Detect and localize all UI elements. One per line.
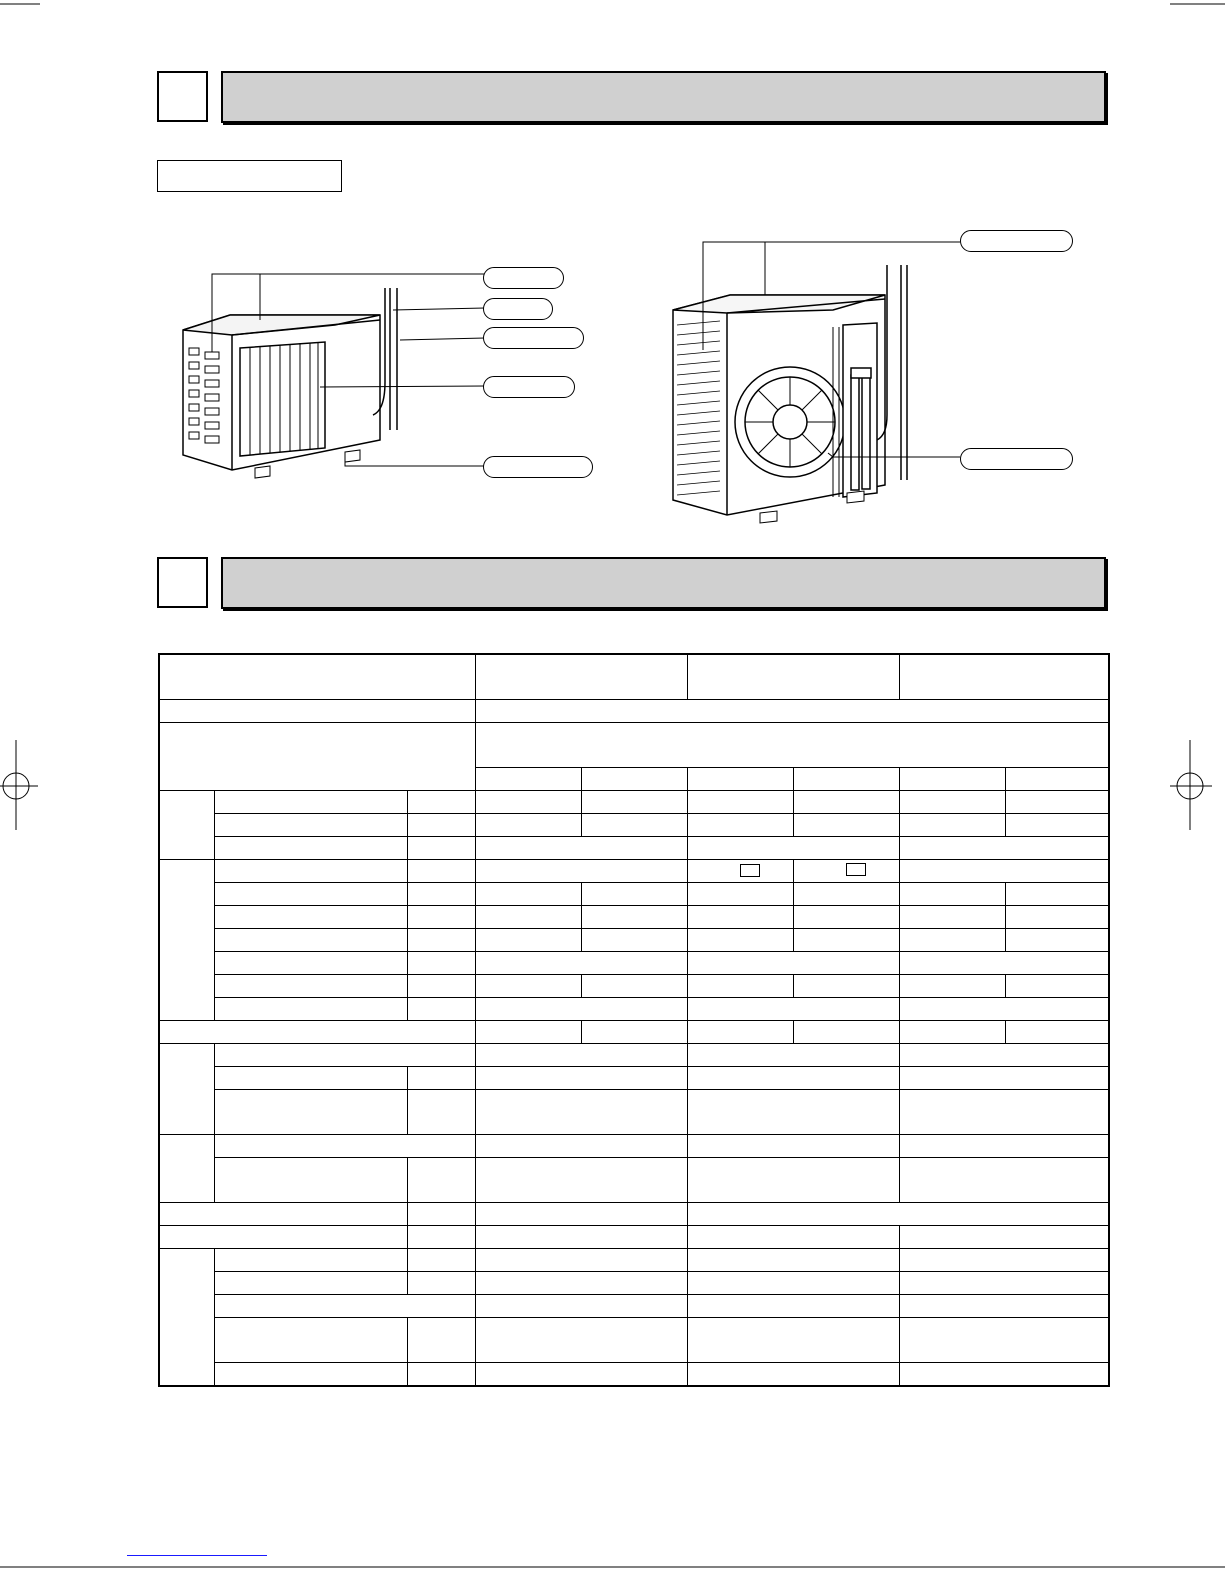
table-cell xyxy=(159,1021,475,1044)
table-cell xyxy=(214,975,407,998)
table-cell xyxy=(214,1318,407,1363)
table-cell xyxy=(793,929,899,952)
table-cell xyxy=(214,998,407,1021)
table-cell xyxy=(407,998,475,1021)
table-cell xyxy=(475,883,581,906)
mode-header xyxy=(581,768,687,791)
table-cell xyxy=(475,1295,687,1318)
table-cell xyxy=(214,1044,475,1067)
mode-header xyxy=(793,768,899,791)
table-cell xyxy=(687,791,793,814)
group-cell xyxy=(159,791,214,860)
table-cell xyxy=(687,1295,899,1318)
table-cell xyxy=(159,1226,407,1249)
table-cell xyxy=(899,929,1005,952)
table-cell xyxy=(899,1272,1109,1295)
table-cell xyxy=(407,929,475,952)
table-cell xyxy=(475,952,687,975)
table-cell xyxy=(407,791,475,814)
callout-left-2 xyxy=(483,298,553,320)
table-cell xyxy=(581,975,687,998)
table-cell xyxy=(407,1090,475,1135)
table-cell xyxy=(687,1272,899,1295)
table-row xyxy=(159,1135,1109,1158)
table-row xyxy=(159,814,1109,837)
table-cell xyxy=(899,1226,1109,1249)
table-row xyxy=(159,1044,1109,1067)
table-cell xyxy=(899,1363,1109,1387)
table-cell xyxy=(407,883,475,906)
table-cell xyxy=(214,814,407,837)
table-cell xyxy=(407,860,475,883)
indicator-box xyxy=(740,864,760,877)
table-cell xyxy=(214,1295,475,1318)
model-header xyxy=(475,654,687,700)
table-cell xyxy=(214,1363,407,1387)
table-cell xyxy=(407,814,475,837)
section-number-box xyxy=(157,71,208,122)
table-cell xyxy=(214,791,407,814)
outdoor-unit-large-illustration xyxy=(665,235,1085,525)
table-cell xyxy=(475,1067,687,1090)
table-cell xyxy=(407,1203,475,1226)
table-cell xyxy=(687,975,793,998)
table-cell xyxy=(214,1158,407,1203)
table-cell xyxy=(475,1272,687,1295)
table-cell xyxy=(899,791,1005,814)
callout-left-5 xyxy=(483,456,593,478)
model-header xyxy=(687,654,899,700)
table-cell xyxy=(793,975,899,998)
indicator-box xyxy=(846,863,866,876)
callout-left-3 xyxy=(483,327,584,349)
table-cell xyxy=(899,998,1109,1021)
table-cell xyxy=(214,929,407,952)
table-cell xyxy=(1005,906,1109,929)
table-cell xyxy=(407,1272,475,1295)
callout-left-4 xyxy=(483,376,575,398)
table-cell xyxy=(687,1249,899,1272)
table-cell xyxy=(475,906,581,929)
table-cell xyxy=(1005,929,1109,952)
table-row xyxy=(159,1158,1109,1203)
table-cell xyxy=(214,1272,407,1295)
table-cell xyxy=(687,1318,899,1363)
mode-header xyxy=(899,768,1005,791)
table-cell xyxy=(475,837,687,860)
table-cell xyxy=(407,837,475,860)
table-row xyxy=(159,1295,1109,1318)
table-cell xyxy=(1005,1021,1109,1044)
table-cell xyxy=(899,952,1109,975)
group-cell xyxy=(159,860,214,1021)
table-cell xyxy=(581,929,687,952)
table-cell xyxy=(899,1090,1109,1135)
table-cell xyxy=(581,906,687,929)
table-cell xyxy=(407,1249,475,1272)
table-cell xyxy=(214,1067,407,1090)
table-cell xyxy=(899,1044,1109,1067)
table-cell xyxy=(407,975,475,998)
table-cell xyxy=(214,906,407,929)
table-cell xyxy=(1005,975,1109,998)
table-cell xyxy=(687,1067,899,1090)
table-cell xyxy=(475,998,687,1021)
table-cell xyxy=(475,975,581,998)
table-row xyxy=(159,1272,1109,1295)
table-cell xyxy=(475,723,1109,768)
table-cell xyxy=(581,791,687,814)
table-cell xyxy=(475,1226,687,1249)
table-cell xyxy=(899,883,1005,906)
table-cell xyxy=(407,1158,475,1203)
table-row xyxy=(159,1203,1109,1226)
table-cell xyxy=(475,1158,687,1203)
mode-header xyxy=(475,768,581,791)
table-cell xyxy=(159,723,475,791)
table-cell xyxy=(159,654,475,700)
table-cell xyxy=(159,700,475,723)
table-row xyxy=(159,654,1109,700)
table-cell xyxy=(899,906,1005,929)
group-cell xyxy=(159,1135,214,1203)
table-cell xyxy=(687,998,899,1021)
group-cell xyxy=(159,1249,214,1387)
table-cell xyxy=(899,1295,1109,1318)
table-row xyxy=(159,791,1109,814)
table-cell xyxy=(1005,814,1109,837)
table-row xyxy=(159,952,1109,975)
table-cell xyxy=(687,1203,1109,1226)
table-cell xyxy=(899,1158,1109,1203)
table-cell xyxy=(687,1135,899,1158)
section-title-bar-2 xyxy=(221,557,1106,609)
table-cell xyxy=(214,860,407,883)
table-cell xyxy=(1005,791,1109,814)
table-cell xyxy=(793,906,899,929)
table-cell xyxy=(899,1249,1109,1272)
section-title-bar xyxy=(221,71,1106,123)
table-cell xyxy=(475,700,1109,723)
table-cell xyxy=(475,1363,687,1387)
table-cell xyxy=(407,952,475,975)
table-row xyxy=(159,1318,1109,1363)
table-cell xyxy=(214,952,407,975)
table-cell xyxy=(687,1044,899,1067)
table-row xyxy=(159,1067,1109,1090)
table-cell xyxy=(899,975,1005,998)
table-cell xyxy=(1005,883,1109,906)
table-cell xyxy=(475,929,581,952)
table-cell xyxy=(475,1021,581,1044)
table-row xyxy=(159,723,1109,768)
table-cell xyxy=(214,1249,407,1272)
table-cell xyxy=(899,1135,1109,1158)
table-cell xyxy=(214,1135,475,1158)
table-cell xyxy=(687,1090,899,1135)
specification-table xyxy=(158,653,1110,1387)
table-cell xyxy=(581,883,687,906)
table-row xyxy=(159,1021,1109,1044)
table-cell xyxy=(159,1203,407,1226)
table-cell xyxy=(687,952,899,975)
table-cell xyxy=(793,791,899,814)
table-cell xyxy=(687,906,793,929)
table-cell xyxy=(407,1318,475,1363)
table-cell xyxy=(793,883,899,906)
mode-header xyxy=(1005,768,1109,791)
table-row xyxy=(159,906,1109,929)
table-cell xyxy=(687,929,793,952)
table-cell xyxy=(793,1021,899,1044)
table-row xyxy=(159,883,1109,906)
table-row xyxy=(159,860,1109,883)
table-cell xyxy=(899,1318,1109,1363)
footer-link-underline[interactable] xyxy=(127,1555,267,1556)
table-row xyxy=(159,1090,1109,1135)
table-cell xyxy=(475,860,687,883)
group-cell xyxy=(159,1044,214,1135)
table-cell xyxy=(687,837,899,860)
table-cell xyxy=(687,1021,793,1044)
table-cell xyxy=(475,1249,687,1272)
table-cell xyxy=(214,837,407,860)
table-row xyxy=(159,837,1109,860)
table-cell xyxy=(687,814,793,837)
table-cell xyxy=(899,837,1109,860)
table-row xyxy=(159,1363,1109,1387)
table-cell xyxy=(475,814,581,837)
table-cell xyxy=(899,860,1109,883)
callout-right-2 xyxy=(960,448,1073,470)
callout-left-1 xyxy=(483,267,564,289)
table-cell xyxy=(475,1090,687,1135)
table-cell xyxy=(475,1318,687,1363)
mode-header xyxy=(687,768,793,791)
table-cell xyxy=(687,883,793,906)
model-header xyxy=(899,654,1109,700)
table-cell xyxy=(475,1135,687,1158)
table-cell xyxy=(687,1363,899,1387)
table-cell xyxy=(214,1090,407,1135)
table-cell xyxy=(407,906,475,929)
table-row xyxy=(159,1249,1109,1272)
table-cell xyxy=(407,1067,475,1090)
table-cell xyxy=(687,1226,899,1249)
table-cell xyxy=(214,883,407,906)
table-cell xyxy=(899,1021,1005,1044)
table-row xyxy=(159,929,1109,952)
table-row xyxy=(159,975,1109,998)
table-cell xyxy=(475,1044,687,1067)
table-cell xyxy=(899,1067,1109,1090)
table-cell xyxy=(687,860,793,883)
table-cell xyxy=(793,860,899,883)
table-cell xyxy=(899,814,1005,837)
table-cell xyxy=(793,814,899,837)
table-row xyxy=(159,998,1109,1021)
table-cell xyxy=(475,1203,687,1226)
section-number-box-2 xyxy=(157,557,208,608)
table-cell xyxy=(687,1158,899,1203)
callout-right-1 xyxy=(960,230,1073,252)
table-cell xyxy=(475,791,581,814)
outdoor-unit-heading-box xyxy=(157,160,342,192)
table-row xyxy=(159,700,1109,723)
table-cell xyxy=(581,814,687,837)
table-cell xyxy=(581,1021,687,1044)
table-cell xyxy=(407,1363,475,1387)
table-row xyxy=(159,1226,1109,1249)
table-cell xyxy=(407,1226,475,1249)
